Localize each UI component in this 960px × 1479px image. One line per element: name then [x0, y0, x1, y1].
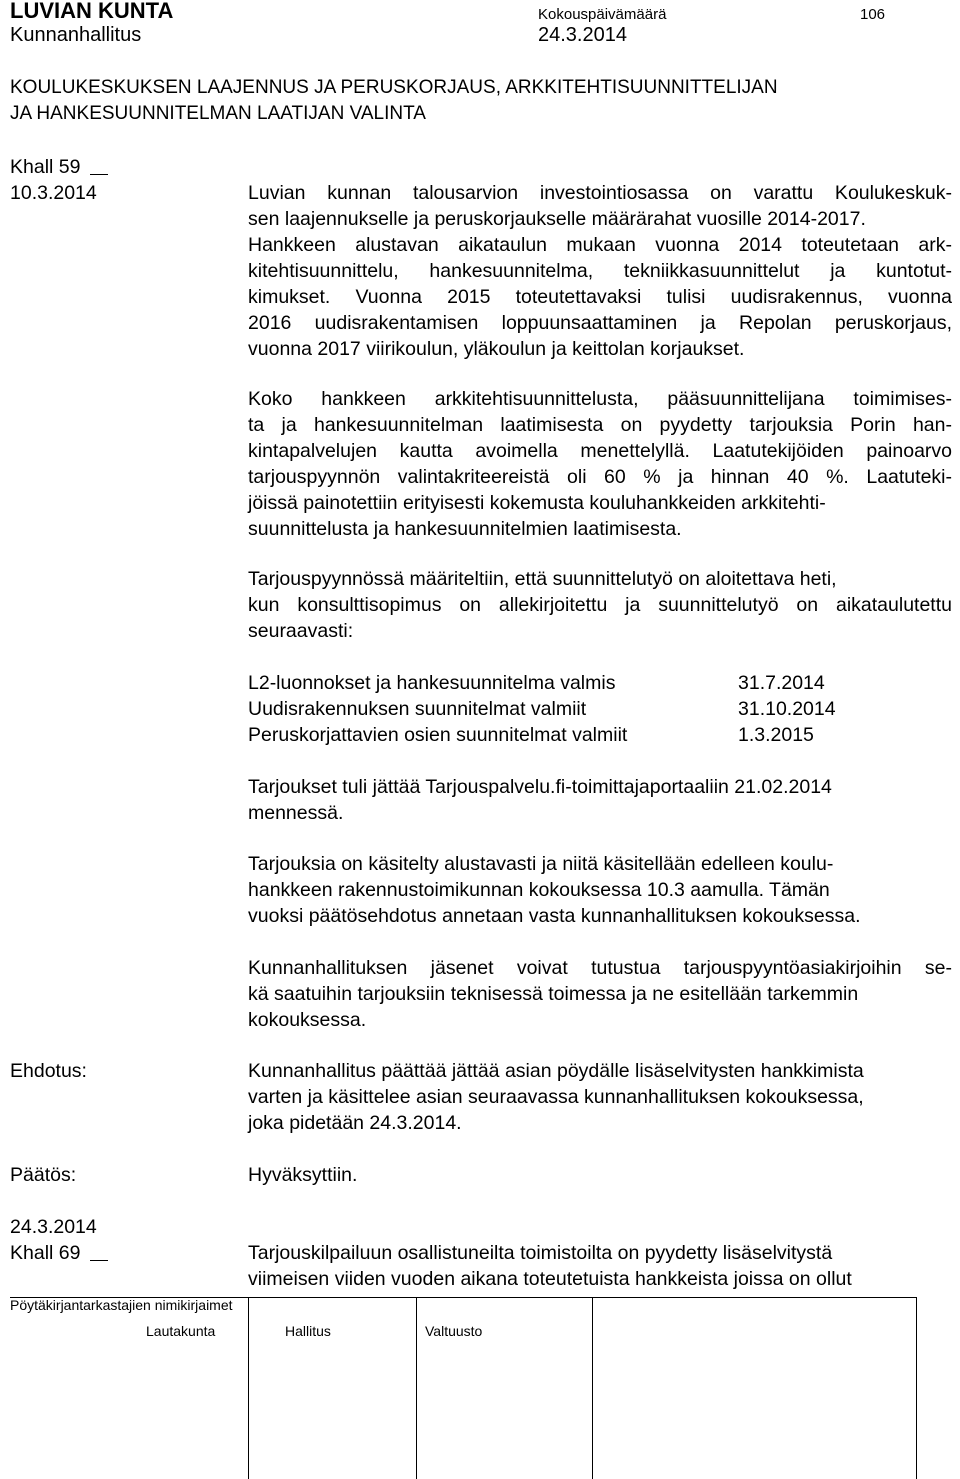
body-name: Kunnanhallitus: [10, 24, 142, 46]
meeting-ref-text: Khall 59: [10, 156, 81, 178]
footer-column-separator: [916, 1297, 917, 1479]
paragraph-processing: [248, 851, 952, 929]
footer-column-separator: [416, 1297, 417, 1479]
text-line: hankkeen rakennustoimikunnan kokouksessa 10.3 aamulla. Tämän: [248, 879, 830, 901]
schedule-row: [248, 696, 836, 722]
text-line: vuoksi päätösehdotus annetaan vasta kunnanhallituksen kokouksessa.: [248, 905, 861, 927]
schedule-date: 31.10.2014: [738, 698, 836, 720]
text-line: Kunnanhallituksen jäsenet voivat tutustua tarjouspyyntöasiakirjoihin se-: [248, 957, 952, 979]
schedule-item: L2-luonnokset ja hankesuunnitelma valmis: [248, 672, 616, 694]
text-line: Tarjouskilpailuun osallistuneilta toimistoilta on pyydetty lisäselvitystä: [248, 1242, 833, 1264]
schedule-date: 31.7.2014: [738, 672, 825, 694]
text-line: sen laajennukselle ja peruskorjaukselle määrärahat vuosille 2014-2017.: [248, 208, 866, 230]
meeting-date: 24.3.2014: [538, 24, 627, 46]
text-line: kun konsulttisopimus on allekirjoitettu ja suunnittelutyö on aikataulutettu: [248, 594, 952, 616]
text-line: suunnittelusta ja hankesuunnitelmien laatimisesta.: [248, 518, 682, 540]
schedule-item: Uudisrakennuksen suunnitelmat valmiit: [248, 698, 587, 720]
paragraph-deadline: [248, 774, 960, 826]
page-number: 106: [860, 6, 886, 23]
meeting-ref-text: Khall 69: [10, 1242, 81, 1264]
text-line: joka pidetään 24.3.2014.: [248, 1112, 462, 1134]
text-line: kimukset. Vuonna 2015 toteutettavaksi tulisi uudisrakennus, vuonna: [248, 286, 952, 308]
paragraph-budget: [248, 180, 952, 362]
footer-col-hallitus: Hallitus: [285, 1323, 331, 1339]
text-line: Koko hankkeen arkkitehtisuunnittelusta, pääsuunnittelijana toimimises-: [248, 388, 952, 410]
text-line: Kunnanhallitus päättää jättää asian pöydälle lisäselvitysten hankkimista: [248, 1060, 864, 1082]
text-line: Tarjouksia on käsitelty alustavasti ja niitä käsitellään edelleen koulu-: [248, 853, 834, 875]
text-line: kitehtisuunnittelu, hankesuunnitelma, tekniikkasuunnittelut ja kuntotut-: [248, 260, 952, 282]
footer-col-valtuusto: Valtuusto: [425, 1323, 483, 1339]
text-line: vuonna 2017 viirikoulun, yläkoulun ja keittolan korjaukset.: [248, 338, 745, 360]
schedule-item: Peruskorjattavien osien suunnitelmat valmiit: [248, 724, 628, 746]
decision-label: Päätös:: [10, 1164, 77, 1186]
paragraph-members: [248, 955, 952, 1033]
meeting-date-label: Kokouspäivämäärä: [538, 6, 667, 23]
schedule-row: [248, 670, 825, 696]
meeting-date-24-3: 24.3.2014: [10, 1216, 97, 1238]
text-line: viimeisen viiden vuoden aikana toteutetuista hankkeista joissa on ollut: [248, 1268, 852, 1290]
signatures-label: Pöytäkirjantarkastajien nimikirjaimet: [10, 1297, 233, 1313]
proposal-text: [248, 1058, 952, 1136]
text-line: kokouksessa.: [248, 1009, 367, 1031]
text-line: kä saatuihin tarjouksiin teknisessä toimessa ja ne esitellään tarkemmin: [248, 983, 859, 1005]
paragraph-tender: [248, 386, 952, 542]
schedule-list: [248, 670, 836, 748]
paragraph-section2: [248, 1240, 960, 1292]
text-line: tarjouspyynnön valintakriteereistä oli 60 % ja hinnan 40 %. Laatuteki-: [248, 466, 952, 488]
text-line: varten ja käsittelee asian seuraavassa kunnanhallituksen kokouksessa,: [248, 1086, 864, 1108]
text-line: ta ja hankesuunnitelman laatimisesta on pyydetty tarjouksia Porin han-: [248, 414, 952, 436]
footer-column-separator: [248, 1297, 249, 1479]
footer-col-lautakunta: Lautakunta: [146, 1323, 216, 1339]
section-icon: [90, 160, 108, 175]
text-line: kintapalvelujen kautta avoimella menettelyllä. Laatutekijöiden painoarvo: [248, 440, 952, 462]
meeting-date-10-3: 10.3.2014: [10, 182, 97, 204]
document-title-line-2: JA HANKESUUNNITELMAN LAATIJAN VALINTA: [10, 103, 426, 124]
section-icon: [90, 1246, 108, 1261]
proposal-label: Ehdotus:: [10, 1060, 87, 1082]
decision-text: Hyväksyttiin.: [248, 1164, 358, 1186]
schedule-row: [248, 722, 814, 748]
text-line: Tarjoukset tuli jättää Tarjouspalvelu.fi-toimittajaportaaliin 21.02.2014: [248, 776, 832, 798]
text-line: seuraavasti:: [248, 620, 354, 642]
org-name: LUVIAN KUNTA: [10, 0, 174, 23]
text-line: Tarjouspyynnössä määriteltiin, että suunnittelutyö on aloitettava heti,: [248, 568, 837, 590]
paragraph-schedule-intro: [248, 566, 952, 644]
footer-column-separator: [592, 1297, 593, 1479]
text-line: 2016 uudisrakentamisen loppuunsaattaminen ja Repolan peruskorjaus,: [248, 312, 952, 334]
text-line: Hankkeen alustavan aikataulun mukaan vuonna 2014 toteutetaan ark-: [248, 234, 952, 256]
document-title-line-1: KOULUKESKUKSEN LAAJENNUS JA PERUSKORJAUS, ARKKITEHTISUUNNITTELIJAN: [10, 77, 778, 98]
text-line: mennessä.: [248, 802, 344, 824]
text-line: Luvian kunnan talousarvion investointiosassa on varattu Koulukeskuk-: [248, 182, 952, 204]
text-line: jöissä painotettiin erityisesti kokemusta kouluhankkeiden arkkitehti-: [248, 492, 826, 514]
schedule-date: 1.3.2015: [738, 724, 814, 746]
meeting-ref-khall-59: [10, 154, 108, 180]
meeting-ref-khall-69: [10, 1240, 108, 1266]
